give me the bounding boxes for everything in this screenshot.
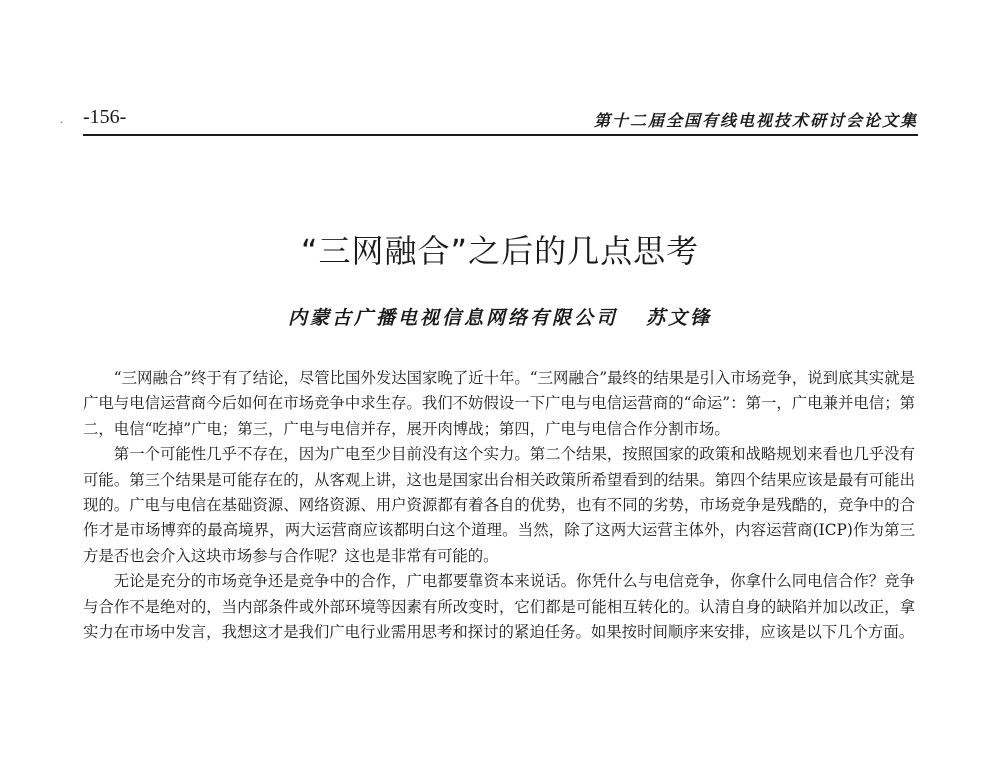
byline [0,303,1000,330]
paragraph: 无论是充分的市场竞争还是竞争中的合作，广电都要靠资本来说话。你凭什么与电信竞争，你拿什么同电信合作？竞争与合作不是绝对的，当内部条件或外部环境等因素有所改变时，它们都是可能相互转化的。认清自身的缺陷并加以改正，拿实力在市场中发言，我想这才是我们广电行业需用思考和探讨的紧迫任务。如果按时间顺序来安排，应该是以下几个方面。 [83,572,915,642]
paragraph: “三网融合”终于有了结论，尽管比国外发达国家晚了近十年。“三网融合”最终的结果是引入市场竞争，说到底其实就是广电与电信运营商今后如何在市场竞争中求生存。我们不妨假设一下广电与电信运营商的“命运”：第一，广电兼并电信；第二，电信“吃掉”广电；第三，广电与电信并存，展开肉博战；第四，广电与电信合作分割市场。 [83,369,915,438]
body-text [83,366,915,645]
running-header [83,104,918,136]
author-name: 苏文锋 [646,307,713,329]
paragraph: 第一个可能性几乎不存在，因为广电至少目前没有这个实力。第二个结果，按照国家的政策和战略规划来看也几乎没有可能。第三个结果是可能存在的，从客观上讲，这也是国家出台相关政策所希望看到的结果。第四个结果应该是最有可能出现的。广电与电信在基础资源、网络资源、用户资源都有着各自的优势，也有不同的劣势，市场竞争是残酷的，竞争中的合作才是市场博弈的最高境界，两大运营商应该都明白这个道理。当然，除了这两大运营主体外，内容运营商(ICP)作为第三方是否也会介入这块市场参与合作呢？这也是非常有可能的。 [83,445,915,565]
scan-dot-mark: · [60,118,64,129]
author-organization: 内蒙古广播电视信息网络有限公司 [287,307,618,329]
paper-title: “三网融合”之后的几点思考 [300,232,700,270]
page-number: -156- [83,106,127,128]
collection-title: 第十二届全国有线电视技术研讨会论文集 [593,111,918,130]
